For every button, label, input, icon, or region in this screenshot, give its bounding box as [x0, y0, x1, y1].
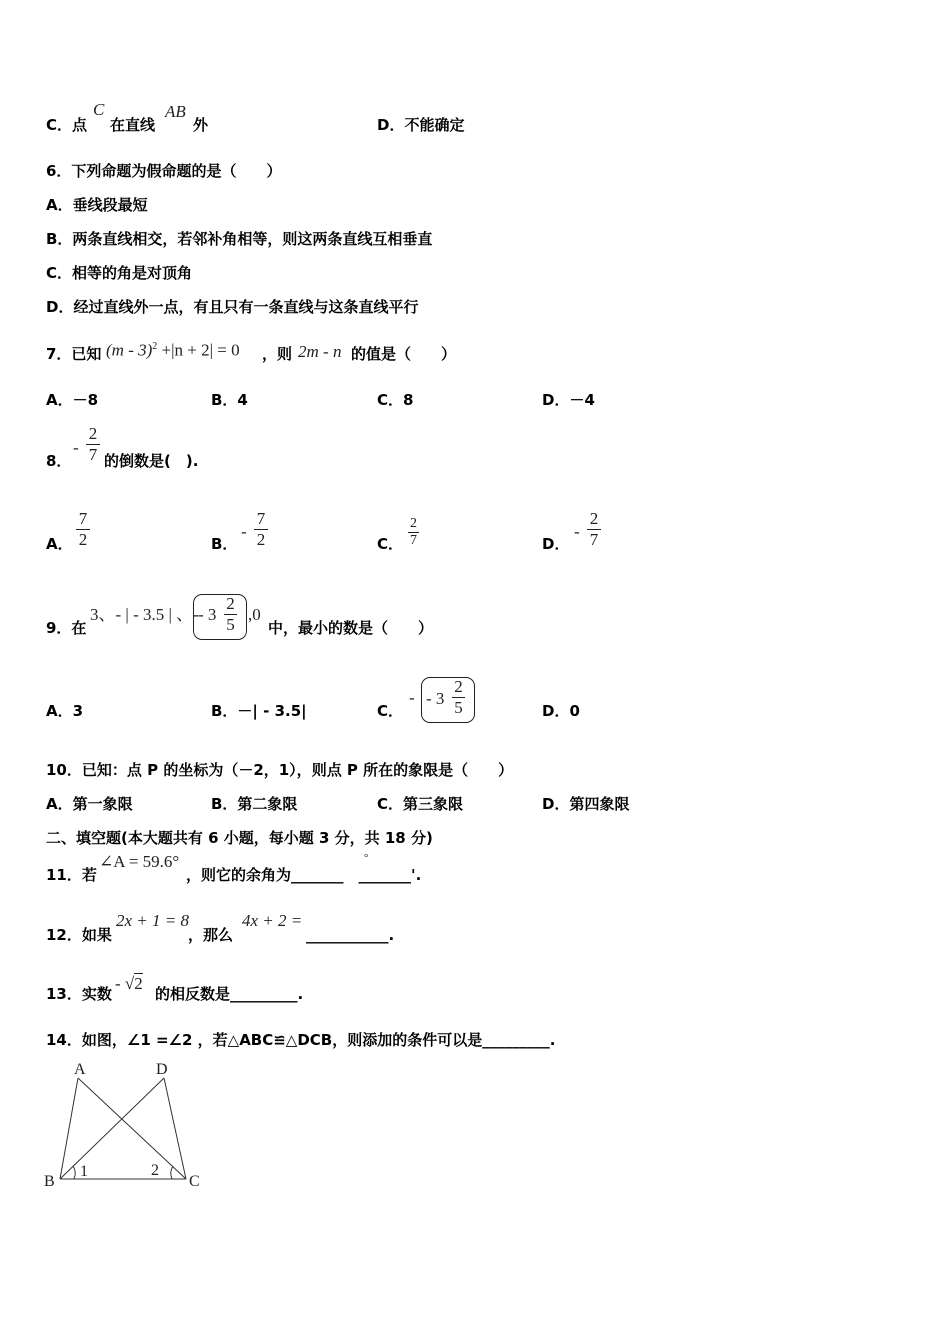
q8-optD-num: 2 [589, 509, 599, 528]
q8-optD-frac [587, 510, 601, 549]
q8-optD-den: 7 [589, 530, 599, 549]
q8-optA-num: 7 [78, 509, 88, 528]
q8-optC-label: C． [377, 535, 404, 553]
q7-option-d: D．－4 [542, 391, 595, 409]
fig-angle-1-arc [73, 1166, 75, 1179]
q11-stem-suffix: ，则它的余角为_______ _______'. [186, 866, 422, 884]
q8-sign: - [73, 438, 79, 457]
q8-frac-num: 2 [88, 424, 98, 443]
q13-radicand: 2 [134, 974, 143, 993]
q12-formula1: 2x + 1 = 8 [116, 911, 189, 930]
q9-option-b: B．－| - 3.5| [211, 702, 307, 720]
q10-option-b: B．第二象限 [211, 795, 298, 813]
q10-option-d: D．第四象限 [542, 795, 630, 813]
q9-fraction [224, 595, 237, 634]
q8-optC-den: 7 [410, 533, 417, 548]
q9-option-a: A．3 [46, 702, 84, 720]
fig-label-a: A [74, 1061, 86, 1078]
q9-optC-num: 2 [454, 677, 463, 696]
q7-option-c: C．8 [377, 391, 414, 409]
q10-option-a: A．第一象限 [46, 795, 133, 813]
q9-optC-frac [452, 678, 465, 717]
q8-optC-frac [408, 517, 419, 548]
q8-optA-label: A． [46, 535, 73, 553]
q5-optc-suffix: 外 [193, 116, 209, 134]
fig-line-dc [164, 1078, 186, 1179]
q8-optA-den: 2 [78, 530, 88, 549]
fig-line-ac [78, 1078, 186, 1179]
q6-option-b: B．两条直线相交，若邻补角相等，则这两条直线互相垂直 [46, 230, 433, 248]
q12-blank: ___________. [306, 926, 395, 944]
q12-num: 12．如果 [46, 926, 112, 944]
q11-degree-mark: ° [364, 852, 369, 864]
q6-option-c: C．相等的角是对顶角 [46, 264, 193, 282]
q5-optc-prefix: C．点 [46, 116, 88, 134]
q9-frac-num: 2 [226, 594, 235, 613]
q9-optC-den: 5 [454, 698, 463, 717]
q7-formula-exp: 2 [152, 341, 158, 352]
q9-list: 3、- | - 3.5 | 、- [90, 605, 199, 624]
q8-stem-suffix: 的倒数是( ). [104, 452, 199, 470]
q7-stem-mid: ，则 [262, 345, 293, 363]
q7-option-a: A．－8 [46, 391, 99, 409]
q12-mid: ，那么 [188, 926, 234, 944]
q7-stem-suffix: 的值是（ ） [351, 345, 457, 363]
fig-label-1: 1 [80, 1163, 88, 1180]
q14-figure [40, 1058, 210, 1198]
fig-angle-2-arc [171, 1166, 173, 1179]
q6-option-d: D．经过直线外一点，有且只有一条直线与这条直线平行 [46, 298, 419, 316]
q5-var-ab: AB [165, 102, 186, 121]
q8-optB-frac [254, 510, 268, 549]
q6-stem: 6．下列命题为假命题的是（ ） [46, 162, 282, 180]
q12-formula2: 4x + 2 = [242, 911, 303, 930]
q7-expr: 2m - n [298, 342, 342, 361]
section2-heading: 二、填空题(本大题共有 6 小题，每小题 3 分，共 18 分) [46, 829, 433, 847]
q9-frac-den: 5 [226, 615, 235, 634]
q8-optB-num: 7 [256, 509, 266, 528]
q13-sign: - [115, 974, 121, 993]
q7-formula-part2: +|n + 2| = 0 [161, 340, 240, 360]
q10-stem: 10．已知：点 P 的坐标为（－2，1），则点 P 所在的象限是（ ） [46, 761, 514, 779]
q9-paren-inner: - 3 [198, 605, 217, 624]
q5-var-c: C [93, 100, 105, 119]
q11-formula: ∠A = 59.6° [99, 852, 180, 871]
fig-label-d: D [156, 1061, 168, 1078]
q9-optC-label: C． [377, 702, 404, 720]
q7-formula [106, 337, 240, 361]
q7-stem-prefix: 7．已知 [46, 345, 102, 363]
sqrt-icon: √ [124, 974, 135, 993]
fig-label-b: B [44, 1173, 55, 1190]
q8-optA-frac [76, 510, 90, 549]
q8-num: 8． [46, 452, 72, 470]
q7-option-b: B．4 [211, 391, 248, 409]
q10-option-c: C．第三象限 [377, 795, 464, 813]
q8-optC-num: 2 [410, 516, 417, 531]
q9-optC-sign: - [409, 688, 415, 707]
q8-frac-den: 7 [88, 445, 98, 464]
q13-formula [115, 974, 143, 994]
q8-fraction [86, 425, 100, 464]
q7-formula-part1: (m - 3) [106, 340, 153, 360]
q11-num: 11．若 [46, 866, 97, 884]
q8-optD-label: D． [542, 535, 570, 553]
q9-tail: ,0 [248, 605, 261, 624]
q9-optC-inner: - 3 [426, 689, 445, 708]
fig-label-c: C [189, 1173, 200, 1190]
q9-option-d: D．0 [542, 702, 580, 720]
q8-optB-label: B． [211, 535, 238, 553]
q13-stem-suffix: 的相反数是_________. [155, 985, 304, 1003]
q8-optB-den: 2 [256, 530, 266, 549]
q8-optD-sign: - [574, 522, 580, 541]
q8-optB-sign: - [241, 522, 247, 541]
q5-option-c [46, 115, 87, 135]
q9-stem-prefix: 9．在 [46, 619, 87, 637]
q14-stem: 14．如图，∠1 =∠2 ，若△ABC≌△DCB，则添加的条件可以是_________. [46, 1031, 556, 1049]
q9-stem-suffix: 中，最小的数是（ ） [268, 619, 434, 637]
q6-option-a: A．垂线段最短 [46, 196, 148, 214]
q5-optc-mid: 在直线 [110, 116, 156, 134]
fig-label-2: 2 [151, 1162, 159, 1179]
q5-option-d: D．不能确定 [377, 116, 465, 134]
q13-num: 13．实数 [46, 985, 112, 1003]
